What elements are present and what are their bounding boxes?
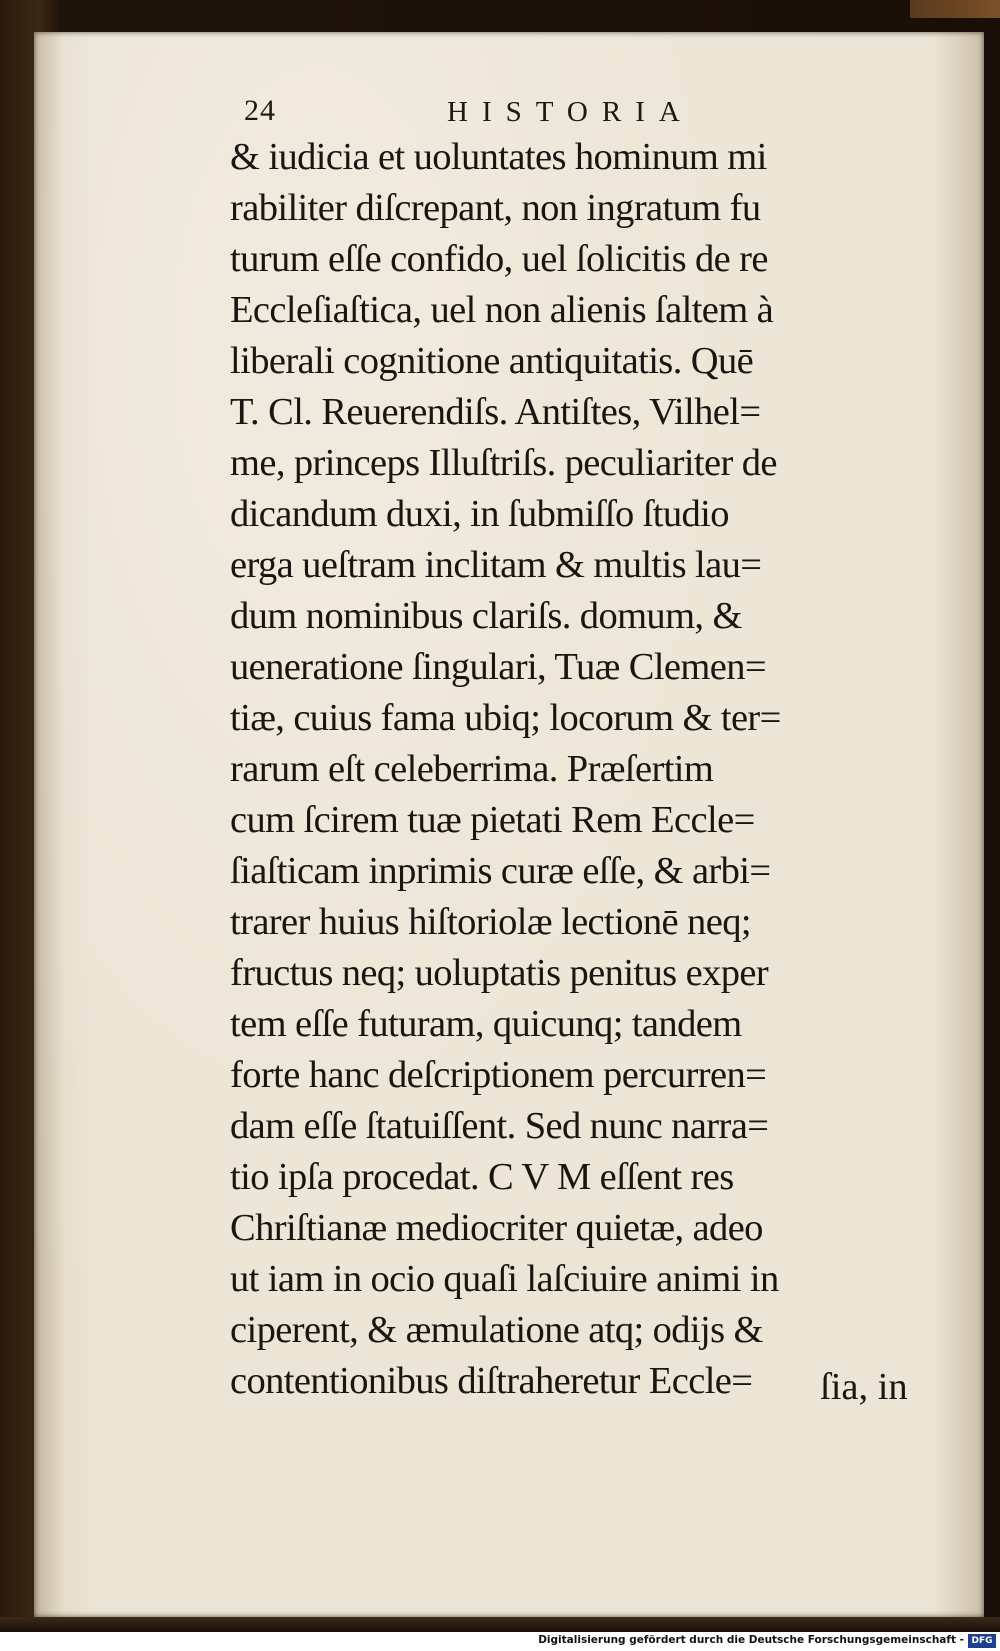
footer-bar	[0, 1632, 1000, 1651]
text-line: rarum eſt celeberrima. Præſertim	[230, 748, 714, 790]
text-line: fructus neq; uoluptatis penitus exper	[230, 952, 769, 994]
book-page	[34, 32, 984, 1617]
text-line: tio ipſa procedat. C V M eſſent res	[230, 1156, 734, 1198]
text-line: ſiaſticam inprimis curæ eſſe, & arbi=	[230, 850, 771, 892]
dfg-logo: DFG	[968, 1634, 996, 1648]
text-line: T. Cl. Reuerendiſs. Antiſtes, Vilhel=	[230, 391, 761, 433]
text-line: & iudicia et uoluntates hominum mi	[230, 136, 767, 178]
page-number: 24	[244, 94, 276, 127]
book-edge	[910, 0, 1000, 18]
text-line: erga ueſtram inclitam & multis lau=	[230, 544, 762, 586]
text-line: rabiliter diſcrepant, non ingratum fu	[230, 187, 761, 229]
text-line: dam eſſe ſtatuiſſent. Sed nunc narra=	[230, 1105, 769, 1147]
text-line: turum eſſe confido, uel ſolicitis de re	[230, 238, 768, 280]
text-line: dicandum duxi, in ſubmiſſo ſtudio	[230, 493, 729, 535]
text-line: tem eſſe futuram, quicunq; tandem	[230, 1003, 742, 1045]
body-text	[230, 132, 930, 1407]
text-line: me, princeps Illuſtriſs. peculiariter de	[230, 442, 777, 484]
text-line: dum nominibus clariſs. domum, &	[230, 595, 742, 637]
text-line: cum ſcirem tuæ pietati Rem Eccle=	[230, 799, 755, 841]
catchword: ſia, in	[820, 1366, 908, 1408]
footer-credit: Digitalisierung gefördert durch die Deutsche Forschungsgemeinschaft -	[538, 1634, 964, 1646]
text-line: Chriſtianæ mediocriter quietæ, adeo	[230, 1207, 763, 1249]
text-line: contentionibus diſtraheretur Eccle=	[230, 1360, 753, 1402]
text-line: trarer huius hiſtoriolæ lectionē neq;	[230, 901, 751, 943]
text-line: forte hanc deſcriptionem percurren=	[230, 1054, 767, 1096]
running-head: HISTORIA	[447, 96, 694, 128]
text-line: tiæ, cuius fama ubiq; locorum & ter=	[230, 697, 781, 739]
page-header	[34, 94, 984, 134]
text-line: ciperent, & æmulatione atq; odijs &	[230, 1309, 763, 1351]
text-line: liberali cognitione antiquitatis. Quē	[230, 340, 754, 382]
text-line: Eccleſiaſtica, uel non alienis ſaltem à	[230, 289, 774, 331]
book-bottom-edge	[0, 1617, 1000, 1632]
text-line: ut iam in ocio quaſi laſciuire animi in	[230, 1258, 779, 1300]
text-line: ueneratione ſingulari, Tuæ Clemen=	[230, 646, 766, 688]
